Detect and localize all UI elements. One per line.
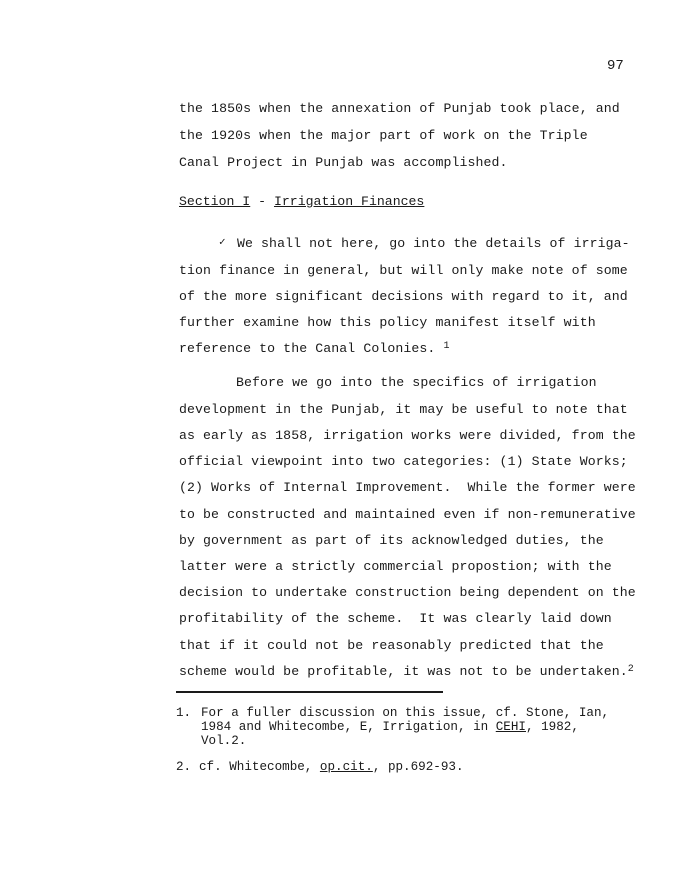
body-line: We shall not here, go into the details of irriga- (237, 236, 630, 251)
body-line: the 1850s when the annexation of Punjab took place, and (179, 101, 620, 116)
body-line: (2) Works of Internal Improvement. While the former were (179, 480, 636, 495)
body-line: tion finance in general, but will only make note of some (179, 263, 628, 278)
op-cit: op.cit. (319, 760, 373, 774)
body-line (179, 664, 634, 679)
footnote-divider (176, 691, 443, 693)
body-line: the 1920s when the major part of work on the Triple (179, 128, 588, 143)
section-label: Section I (179, 194, 251, 209)
cehi-citation: CEHI (495, 720, 526, 734)
body-line: development in the Punjab, it may be useful to note that (179, 402, 628, 417)
footnote-ref-1: 1 (443, 341, 450, 352)
body-line: further examine how this policy manifest itself with (179, 315, 596, 330)
body-line: to be constructed and maintained even if non-remunerative (179, 507, 636, 522)
page-number: 97 (607, 58, 624, 74)
body-line: of the more significant decisions with regard to it, and (179, 289, 628, 304)
footnote-line: cf. Whitecombe, op.cit., pp.692-93. (199, 760, 464, 774)
line-text: reference to the Canal Colonies. (179, 341, 436, 356)
body-line (179, 341, 450, 356)
body-line: official viewpoint into two categories: (1) State Works; (179, 454, 628, 469)
footnote-number: 1. (176, 706, 192, 720)
body-line: Before we go into the specifics of irrigation (236, 375, 597, 390)
body-line: profitability of the scheme. It was clearly laid down (179, 611, 612, 626)
footnote-ref-2: 2 (627, 664, 634, 675)
body-line: that if it could not be reasonably predicted that the (179, 638, 604, 653)
body-line: Canal Project in Punjab was accomplished. (179, 155, 508, 170)
body-line: by government as part of its acknowledged duties, the (179, 533, 604, 548)
body-line: decision to undertake construction being dependent on the (179, 585, 636, 600)
section-title: Irrigation Finances (273, 194, 425, 209)
body-line: as early as 1858, irrigation works were divided, from the (179, 428, 636, 443)
section-heading (179, 194, 424, 209)
line-text: scheme would be profitable, it was not to be undertaken. (179, 664, 628, 679)
footnote-number: 2. (176, 760, 192, 774)
footnote-line: 1984 and Whitecombe, E, Irrigation, in CEHI, 1982, (201, 720, 579, 734)
section-separator: - (250, 194, 274, 209)
check-mark-icon: ✓ (219, 237, 226, 249)
footnote-line: For a fuller discussion on this issue, cf. Stone, Ian, (201, 706, 610, 720)
footnote-line: Vol.2. (201, 734, 247, 748)
body-line: latter were a strictly commercial propostion; with the (179, 559, 612, 574)
